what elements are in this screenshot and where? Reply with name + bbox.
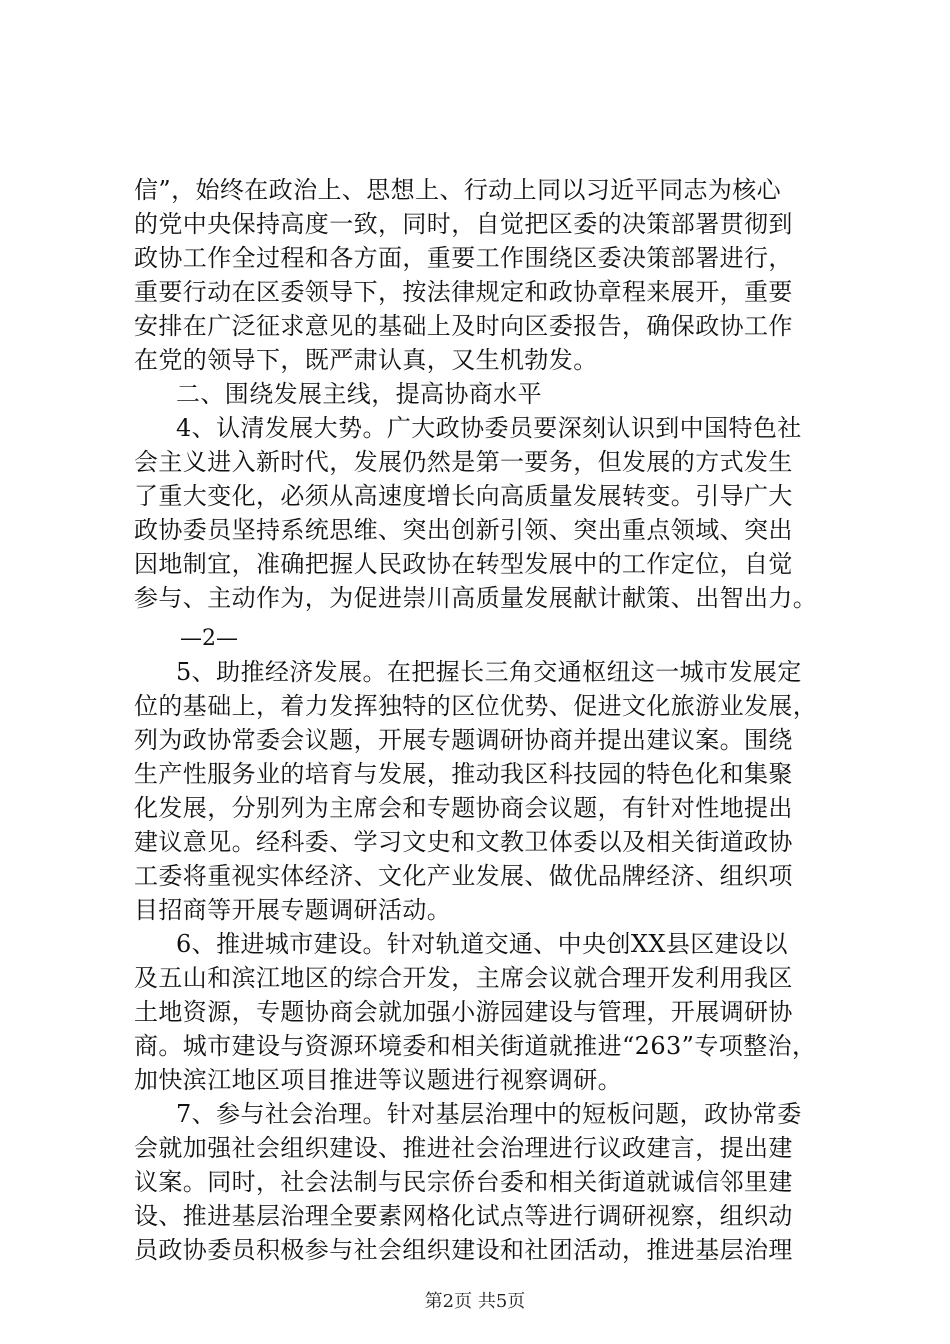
text-line: 化发展，分别列为主席会和专题协商会议题，有针对性地提出 [134, 794, 793, 822]
text-line: 建议意见。经科委、学习文史和文教卫体委以及相关街道政协 [134, 828, 793, 856]
text-line: 会主义进入新时代，发展仍然是第一要务，但发展的方式发生 [134, 448, 793, 476]
text-line: 7、参与社会治理。针对基层治理中的短板问题，政协常委 [176, 1100, 802, 1128]
text-line: 安排在广泛征求意见的基础上及时向区委报告，确保政协工作 [134, 312, 793, 340]
text-line: 加快滨江地区项目推进等议题进行视察调研。 [134, 1066, 622, 1094]
text-line: 政协工作全过程和各方面，重要工作围绕区委决策部署进行， [134, 244, 793, 272]
text-line: 商。城市建设与资源环境委和相关街道就推进“263”专项整治， [134, 1032, 817, 1060]
text-line: 参与、主动作为，为促进崇川高质量发展献计献策、出智出力。 [134, 584, 818, 612]
text-line: 的党中央保持高度一致，同时，自觉把区委的决策部署贯彻到 [134, 210, 793, 238]
text-line: 工委将重视实体经济、文化产业发展、做优品牌经济、组织项 [134, 862, 793, 890]
text-line: 4、认清发展大势。广大政协委员要深刻认识到中国特色社 [176, 414, 802, 442]
text-line: 会就加强社会组织建设、推进社会治理进行议政建言，提出建 [134, 1134, 793, 1162]
text-line: 5、助推经济发展。在把握长三角交通枢纽这一城市发展定 [176, 658, 802, 686]
text-line: 生产性服务业的培育与发展，推动我区科技园的特色化和集聚 [134, 760, 793, 788]
text-line: 在党的领导下，既严肃认真，又生机勃发。 [134, 346, 598, 374]
text-line: 位的基础上，着力发挥独特的区位优势、促进文化旅游业发展， [134, 692, 818, 720]
text-line: 了重大变化，必须从高速度增长向高质量发展转变。引导广大 [134, 482, 793, 510]
text-line: 列为政协常委会议题，开展专题调研协商并提出建议案。围绕 [134, 726, 793, 754]
page-footer: 第2页 共5页 [424, 1291, 526, 1312]
text-line: 因地制宜，准确把握人民政协在转型发展中的工作定位，自觉 [134, 550, 793, 578]
text-line: 及五山和滨江地区的综合开发，主席会议就合理开发利用我区 [134, 964, 793, 992]
text-line: 设、推进基层治理全要素网格化试点等进行调研视察，组织动 [134, 1202, 793, 1230]
text-line: 目招商等开展专题调研活动。 [134, 896, 452, 924]
text-line: 员政协委员积极参与社会组织建设和社团活动，推进基层治理 [134, 1236, 793, 1264]
text-line: 6、推进城市建设。针对轨道交通、中央创XX县区建设以 [176, 930, 788, 958]
text-line: 政协委员坚持系统思维、突出创新引领、突出重点领域、突出 [134, 516, 793, 544]
text-line: 土地资源，专题协商会就加强小游园建设与管理，开展调研协 [134, 998, 793, 1026]
page-number-marker: —2— [180, 626, 238, 651]
text-line: 议案。同时，社会法制与民宗侨台委和相关街道就诚信邻里建 [134, 1168, 793, 1196]
text-line: 重要行动在区委领导下，按法律规定和政协章程来展开，重要 [134, 278, 793, 306]
text-line: 信”，始终在政治上、思想上、行动上同以习近平同志为核心 [134, 176, 782, 204]
section-heading: 二、围绕发展主线，提高协商水平 [176, 380, 542, 408]
